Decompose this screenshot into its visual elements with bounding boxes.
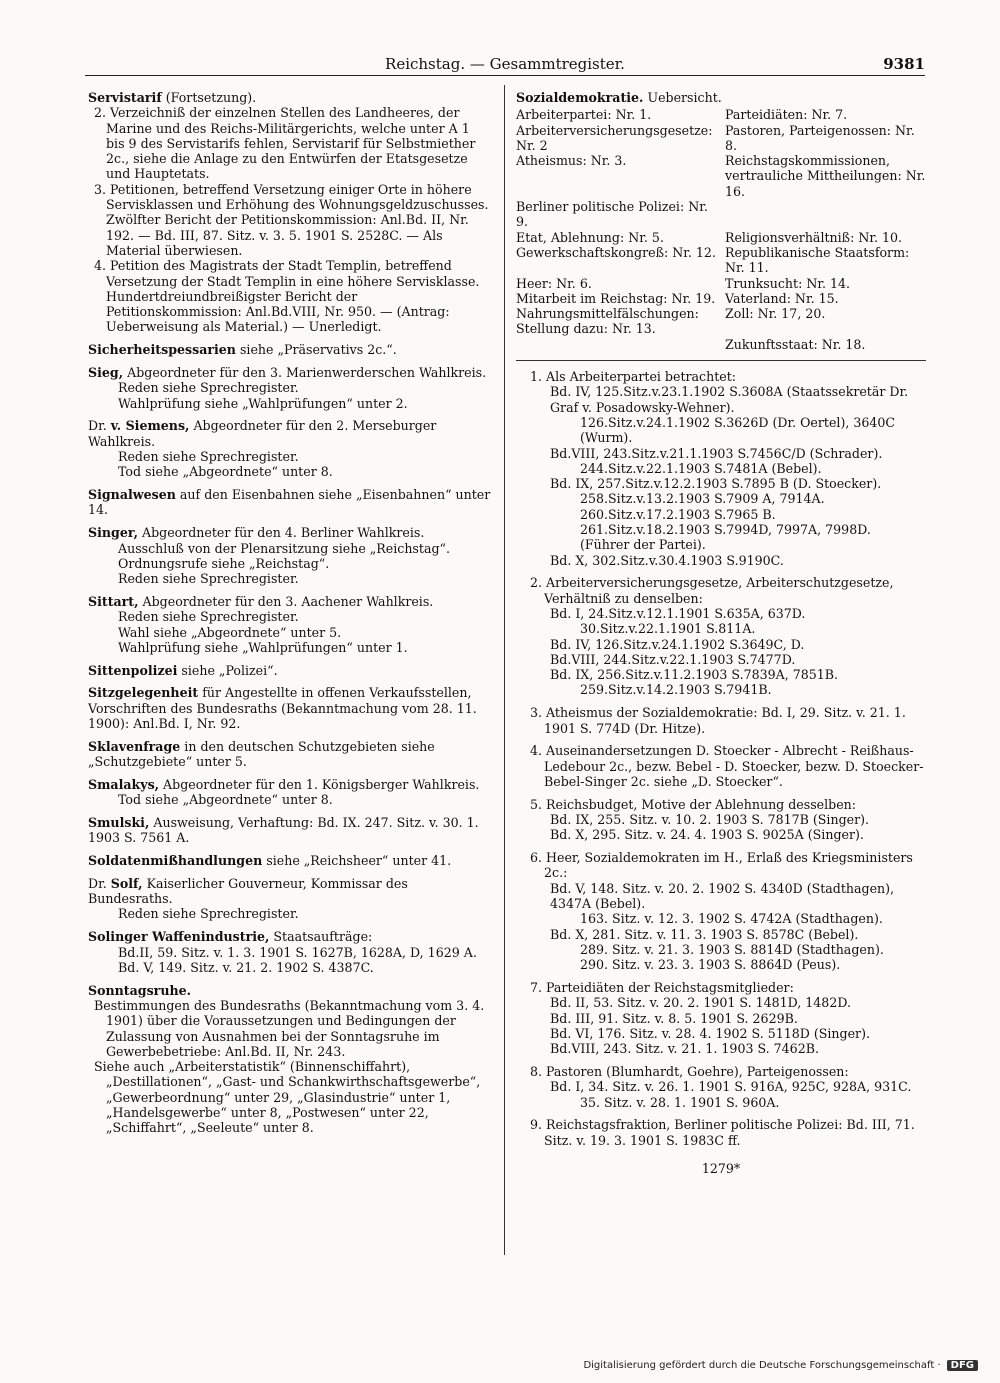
entry-siemens: Dr. v. Siemens, Abgeordneter für den 2. Merseburger Wahlkreis. Reden siehe Sprechregister. Tod siehe „Abgeordnete“ unter 8.: [88, 418, 437, 480]
item-8: 8. Pastoren (Blumhardt, Goehre), Parteigenossen: Bd. I, 34. Sitz. v. 26. 1. 1901 S. 916A, 925C, 928A, 931C. 35. Sitz. v. 28. 1. 1901 S. 960A.: [530, 1064, 912, 1110]
signature-mark: 1279*: [701, 1160, 741, 1176]
entry-smulski: Smulski, Ausweisung, Verhaftung: Bd. IX. 247. Sitz. v. 30. 1. 1903 S. 7561 A.: [88, 814, 479, 846]
item-3: 3. Atheismus der Sozialdemokratie: Bd. I, 29. Sitz. v. 21. 1. 1901 S. 774D (Dr. Hitze).: [530, 705, 906, 736]
entry-item: 3. Petitionen, betreffend Versetzung einiger Orte in höhere Servisklassen und Erhöhung des Wohnungsgeldzuschusses. Zwölfter Bericht der Petitionskommission: Anl.Bd. II, Nr. 192. — Bd. III, 87. Sitz. v. 3. 5. 1901 S. 2528C. — Als Material überwiesen.: [94, 181, 489, 258]
page-title: Reichstag. — Gesammtregister.: [385, 55, 625, 73]
item-4: 4. Auseinandersetzungen D. Stoecker - Albrecht - Reißhaus-Ledebour 2c., bezw. Bebel - D. Stoecker, bezw. D. Stoecker-Bebel-Singer 2c. siehe „D. Stoecker“.: [530, 743, 924, 789]
page-number: 9381: [883, 55, 925, 73]
entry-sittart: Sittart, Abgeordneter für den 3. Aachener Wahlkreis. Reden siehe Sprechregister. Wahl siehe „Abgeordnete“ unter 5. Wahlprüfung siehe „Wahlprüfungen“ unter 1.: [88, 593, 434, 655]
entry-solinger-waffenindustrie: Solinger Waffenindustrie, Staatsaufträge: Bd.II, 59. Sitz. v. 1. 3. 1901 S. 1627B, 1628A, D, 1629 A. Bd. V, 149. Sitz. v. 21. 2. 1902 S. 4387C.: [88, 929, 477, 975]
footer-credit: Digitalisierung gefördert durch die Deutsche Forschungsgemeinschaft · DFG: [583, 1360, 978, 1371]
page-header: [85, 55, 925, 76]
item-7: 7. Parteidiäten der Reichstagsmitglieder: Bd. II, 53. Sitz. v. 20. 2. 1901 S. 1481D, 1482D. Bd. III, 91. Sitz. v. 8. 5. 1901 S. 2629B. Bd. VI, 176. Sitz. v. 28. 4. 1902 S. 5118D (Singer). Bd.VIII, 243. Sitz. v. 21. 1. 1903 S. 7462B.: [530, 980, 870, 1057]
entry-signalwesen: Signalwesen auf den Eisenbahnen siehe „Eisenbahnen“ unter 14.: [88, 487, 491, 518]
entry-item: 2. Verzeichniß der einzelnen Stellen des Landheeres, der Marine und des Reichs-Militärgerichts, welche unter A 1 bis 9 des Servistarifs fehlen, Servistarif für Selbstmiether 2c., siehe die Anlage zu den Entwürfen der Etatsgesetze und Hauptetats.: [94, 105, 476, 182]
entry-item: 4. Petition des Magistrats der Stadt Templin, betreffend Versetzung der Stadt Templin in eine höhere Servisklasse. Hundertdreiundbreißigster Bericht der Petitionskommission: Anl.Bd.VIII, Nr. 950. — (Antrag: Ueberweisung als Material.) — Unerledigt.: [94, 258, 480, 335]
entry-sittenpolizei: Sittenpolizei siehe „Polizei“.: [88, 662, 278, 678]
section-rule: [516, 360, 926, 361]
entry-soldatenmisshandlungen: Soldatenmißhandlungen siehe „Reichsheer“ unter 41.: [88, 853, 452, 869]
item-5: 5. Reichsbudget, Motive der Ablehnung desselben: Bd. IX, 255. Sitz. v. 10. 2. 1903 S. 7817B (Singer). Bd. X, 295. Sitz. v. 24. 4. 1903 S. 9025A (Singer).: [530, 796, 870, 843]
entry-solf: Dr. Solf, Kaiserlicher Gouverneur, Kommissar des Bundesraths. Reden siehe Sprechregister.: [88, 875, 408, 922]
entry-sonntagsruhe: Sonntagsruhe. Bestimmungen des Bundesraths (Bekanntmachung vom 3. 4. 1901) über die Voraussetzungen und Bedingungen der Zulassung von Ausnahmen bei der Sonntagsruhe im Gewerbebetriebe: Anl.Bd. II, Nr. 243. Siehe auch „Arbeiterstatistik“ (Binnenschiffahrt), „Destillationen“, „Gast- und Schankwirthschaftsgewerbe“, „Gewerbeordnung“ unter 29, „Glasindustrie“ unter 1, „Handelsgewerbe“ unter 8, „Postwesen“ unter 22, „Schiffahrt“, „Seeleute“ unter 8.: [88, 982, 485, 1136]
entry-keyword: Servistarif: [88, 90, 162, 105]
overview-grid: Arbeiterpartei: Nr. 1. Parteidiäten: Nr. 7. Arbeiterversicherungsgesetze: Nr. 2 Pastoren, Parteigenossen: Nr. 8. Atheismus: Nr. 3. Reichstagskommissionen, vertrauliche Mittheilungen: Nr. 16. Berliner politische Polizei: Nr. 9. Etat, Ablehnung: Nr. 5. Religionsverhältniß: Nr. 10. Gewerkschaftskongreß: Nr. 12. Republikanische Staatsform: Nr. 11. Heer: Nr. 6. Trunksucht: Nr. 14. Mitarbeit im Reichstag: Nr. 19. Vaterland: Nr. 15. Nahrungsmittelfälschungen: Stellung dazu: Nr. 13. Zoll: Nr. 17, 20. Zukunftsstaat: Nr. 18.: [516, 107, 926, 352]
entry-sieg: Sieg, Abgeordneter für den 3. Marienwerderschen Wahlkreis. Reden siehe Sprechregister. Wahlprüfung siehe „Wahlprüfungen“ unter 2.: [88, 365, 487, 411]
item-6: 6. Heer, Sozialdemokraten im H., Erlaß des Kriegsministers 2c.: Bd. V, 148. Sitz. v. 20. 2. 1902 S. 4340D (Stadthagen), 4347A (Bebel). 163. Sitz. v. 12. 3. 1902 S. 4742A (Stadthagen). Bd. X, 281. Sitz. v. 11. 3. 1903 S. 8578C (Bebel). 289. Sitz. v. 21. 3. 1903 S. 8814D (Stadthagen). 290. Sitz. v. 23. 3. 1903 S. 8864D (Peus).: [530, 850, 913, 973]
column-divider: [504, 85, 505, 1255]
right-column: [516, 90, 926, 1188]
item-9: 9. Reichstagsfraktion, Berliner politische Polizei: Bd. III, 71. Sitz. v. 19. 3. 1901 S. 1983C ff.: [530, 1117, 915, 1148]
entry-servistarif: Servistarif (Fortsetzung). 2. Verzeichniß der einzelnen Stellen des Landheeres, der Marine und des Reichs-Militärgerichts, welche unter A 1 bis 9 des Servistarifs fehlen, Servistarif für Selbstmiether 2c., siehe die Anlage zu den Entwürfen der Etatsgesetze und Hauptetats. 3. Petitionen, betreffend Versetzung einiger Orte in höhere Servisklassen und Erhöhung des Wohnungsgeldzuschusses. Zwölfter Bericht der Petitionskommission: Anl.Bd. II, Nr. 192. — Bd. III, 87. Sitz. v. 3. 5. 1901 S. 2528C. — Als Material überwiesen. 4. Petition des Magistrats der Stadt Templin, betreffend Versetzung der Stadt Templin in eine höhere Servisklasse. Hundertdreiundbreißigster Bericht der Petitionskommission: Anl.Bd.VIII, Nr. 950. — (Antrag: Ueberweisung als Material.) — Unerledigt.: [88, 90, 492, 335]
entry-sozialdemokratie: Sozialdemokratie. Uebersicht. Arbeiterpartei: Nr. 1. Parteidiäten: Nr. 7. Arbeiterversicherungsgesetze: Nr. 2 Pastoren, Parteigenossen: Nr. 8. Atheismus: Nr. 3. Reichstagskommissionen, vertrauliche Mittheilungen: Nr. 16. Berliner politische Polizei: Nr. 9. Etat, Ablehnung: Nr. 5. Religionsverhältniß: Nr. 10. Gewerkschaftskongreß: Nr. 12. Republikanische Staatsform: Nr. 11. Heer: Nr. 6. Trunksucht: Nr. 14. Mitarbeit im Reichstag: Nr. 19. Vaterland: Nr. 15. Nahrungsmittelfälschungen: Stellung dazu: Nr. 13. Zoll: Nr. 17, 20. Zukunftsstaat: Nr. 18.: [516, 90, 926, 352]
item-1: 1. Als Arbeiterpartei betrachtet: Bd. IV, 125.Sitz.v.23.1.1902 S.3608A (Staatssekretär Dr. Graf v. Posadowsky-Wehner). 126.Sitz.v.24.1.1902 S.3626D (Dr. Oertel), 3640C (Wurm). Bd.VIII, 243.Sitz.v.21.1.1903 S.7456C/D (Schrader). 244.Sitz.v.22.1.1903 S.7481A (Bebel). Bd. IX, 257.Sitz.v.12.2.1903 S.7895 B (D. Stoecker). 258.Sitz.v.13.2.1903 S.7909 A, 7914A. 260.Sitz.v.17.2.1903 S.7965 B. 261.Sitz.v.18.2.1903 S.7994D, 7997A, 7998D. (Führer der Partei). Bd. X, 302.Sitz.v.30.4.1903 S.9190C.: [516, 369, 926, 568]
entry-singer: Singer, Abgeordneter für den 4. Berliner Wahlkreis. Ausschluß von der Plenarsitzung siehe „Reichstag“. Ordnungsrufe siehe „Reichstag“. Reden siehe Sprechregister.: [88, 525, 450, 587]
bracket-note: (Führer der Partei).: [580, 537, 706, 553]
entry-sitzgelegenheit: Sitzgelegenheit für Angestellte in offenen Verkaufsstellen, Vorschriften des Bundesraths (Bekanntmachung vom 28. 11. 1900): Anl.Bd. I, Nr. 92.: [88, 685, 477, 731]
item-2: 2. Arbeiterversicherungsgesetze, Arbeiterschutzgesetze, Verhältniß zu denselben: Bd. I, 24.Sitz.v.12.1.1901 S.635A, 637D. 30.Sitz.v.22.1.1901 S.811A. Bd. IV, 126.Sitz.v.24.1.1902 S.3649C, D. Bd.VIII, 244.Sitz.v.22.1.1903 S.7477D. Bd. IX, 256.Sitz.v.11.2.1903 S.7839A, 7851B. 259.Sitz.v.14.2.1903 S.7941B.: [530, 575, 894, 698]
left-column: [88, 90, 492, 1143]
entry-sicherheitspessarien: Sicherheitspessarien siehe „Präservativs 2c.“.: [88, 342, 397, 358]
entry-smalakys: Smalakys, Abgeordneter für den 1. Königsberger Wahlkreis. Tod siehe „Abgeordnete“ unter 8.: [88, 776, 480, 808]
entry-sklavenfrage: Sklavenfrage in den deutschen Schutzgebieten siehe „Schutzgebiete“ unter 5.: [88, 738, 435, 770]
dfg-logo: DFG: [947, 1360, 978, 1371]
